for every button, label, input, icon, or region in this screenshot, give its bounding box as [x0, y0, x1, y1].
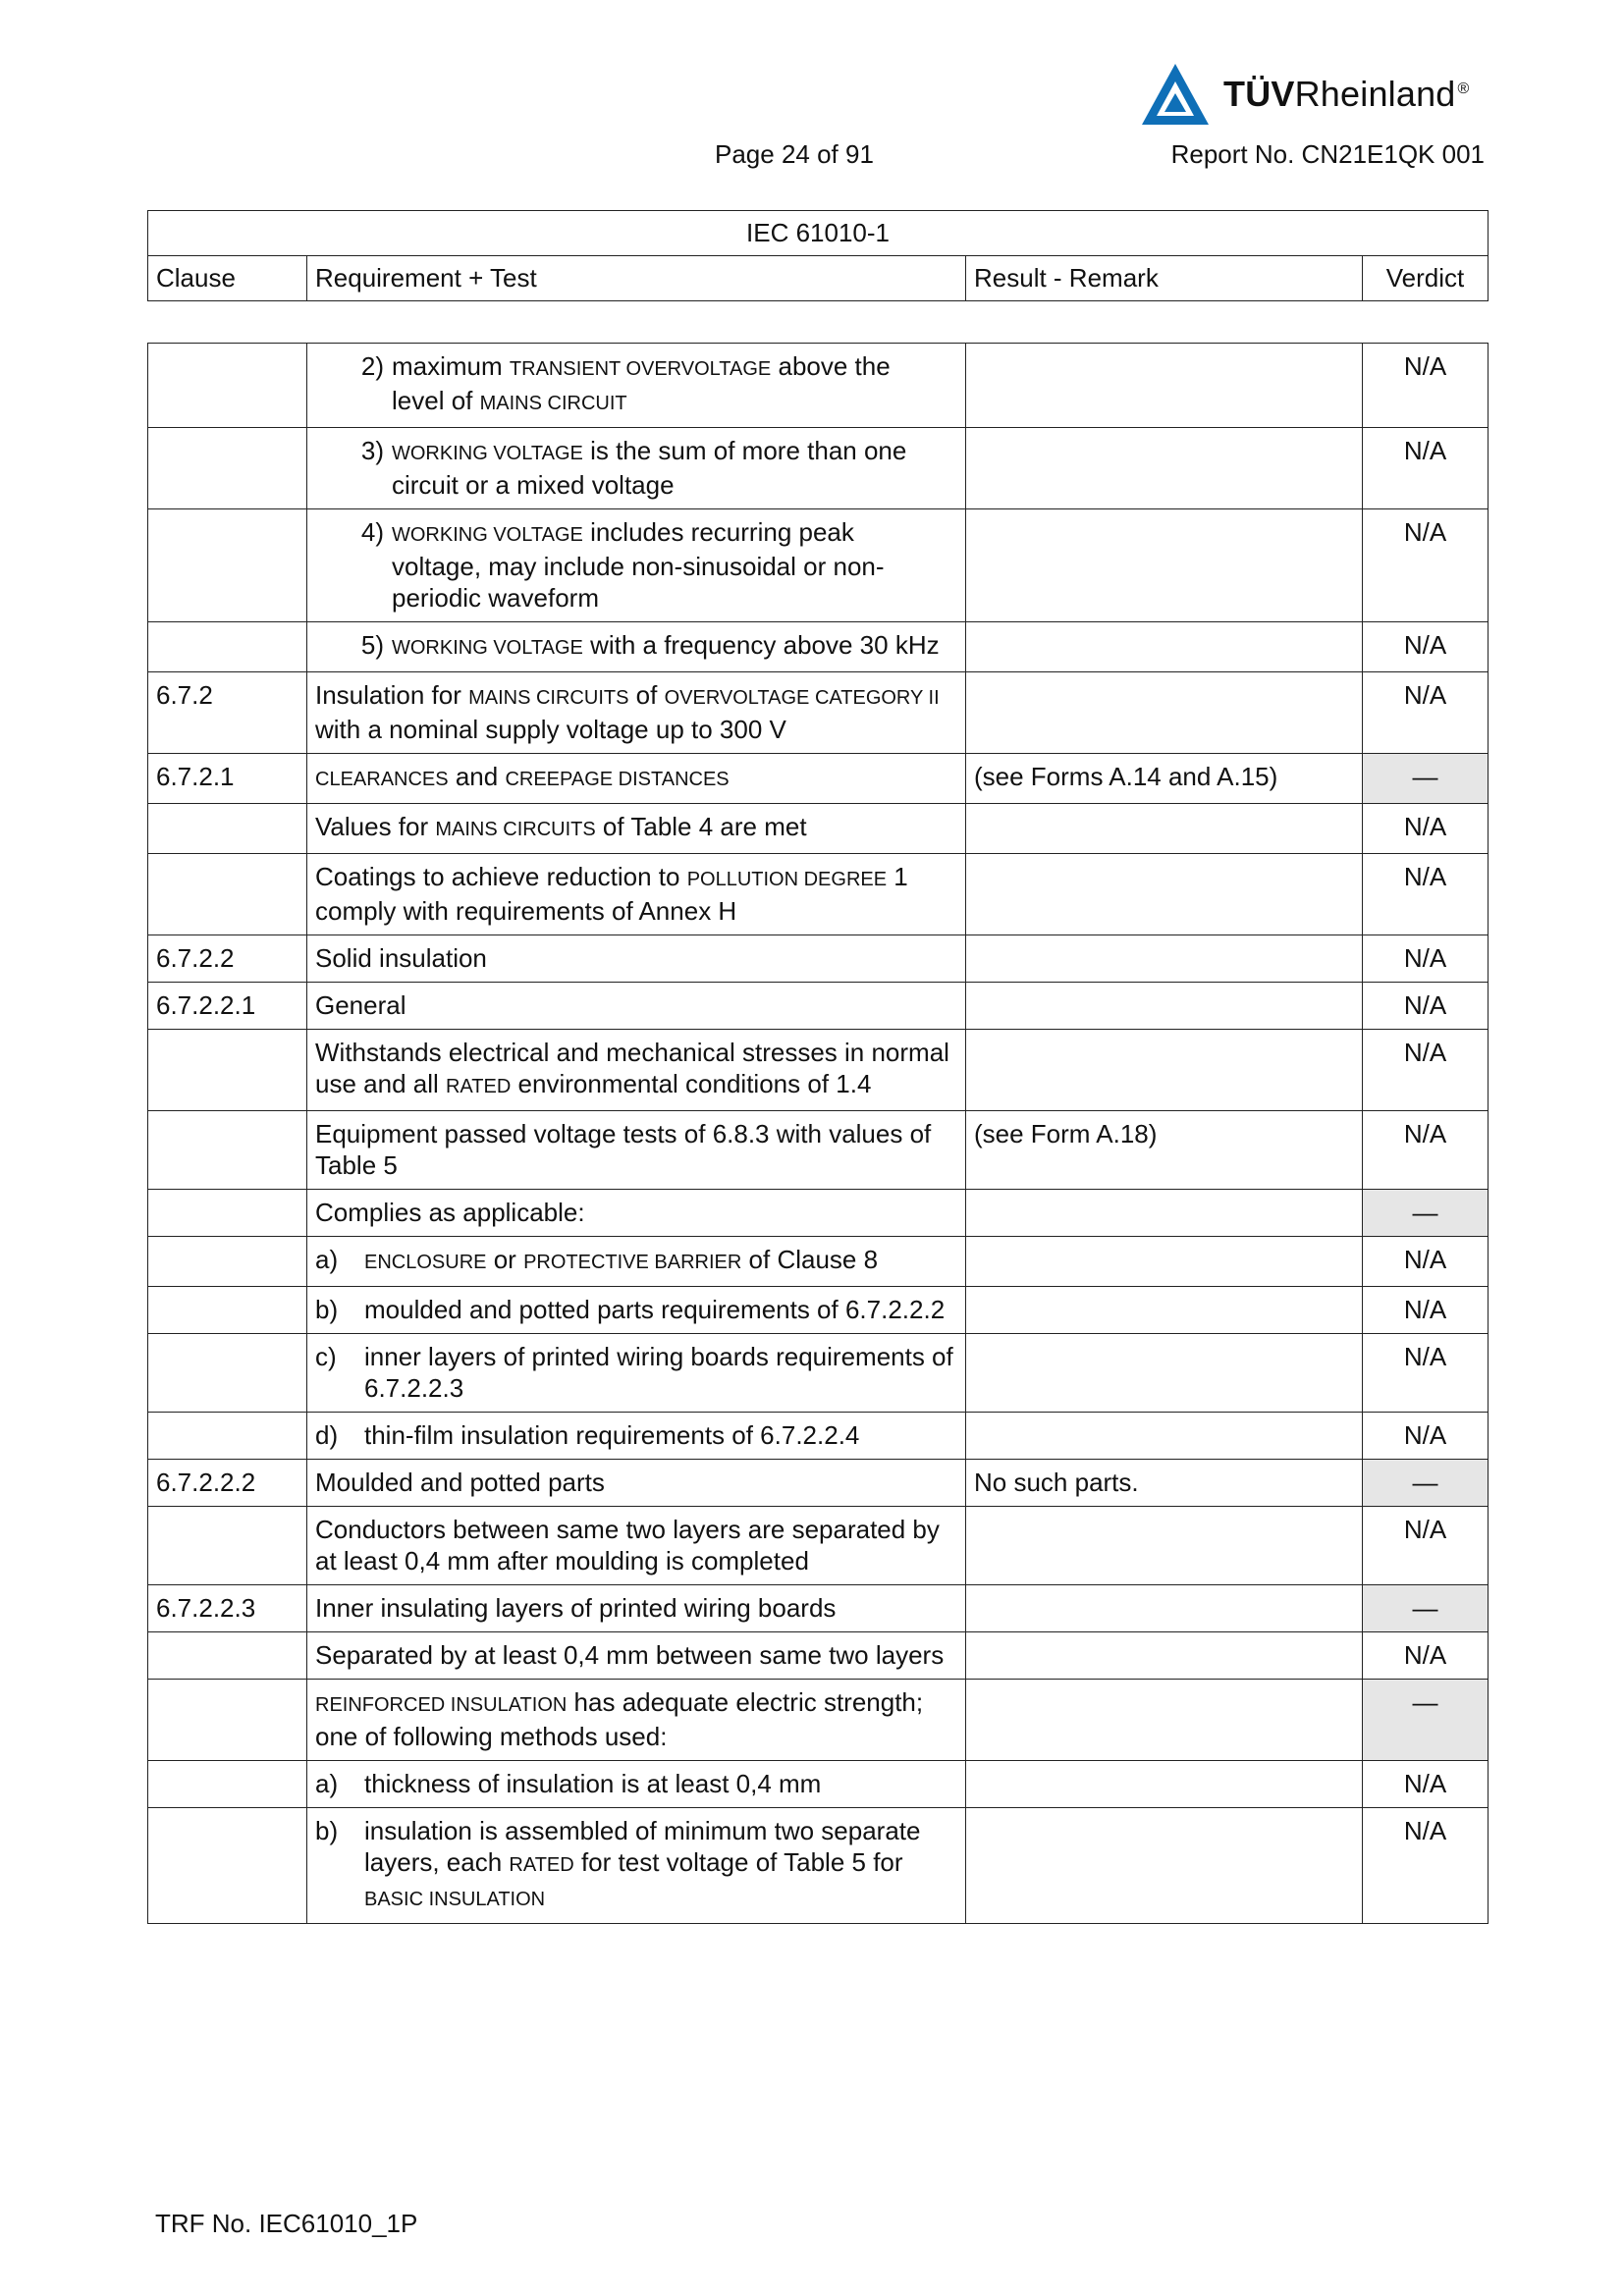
- table-row: [148, 1413, 1489, 1460]
- result-remark-cell: [966, 509, 1363, 622]
- requirement-text: Equipment passed voltage tests of 6.8.3 with values of Table 5: [315, 1119, 932, 1180]
- logo-brand-light: Rheinland: [1294, 74, 1456, 114]
- table-row: [148, 935, 1489, 983]
- item-number: 5): [360, 630, 384, 660]
- requirement-cell: [307, 804, 966, 854]
- requirement-text: Moulded and potted parts: [315, 1468, 605, 1497]
- item-number: 4): [360, 517, 384, 547]
- clause-cell: [148, 509, 307, 622]
- table-row: [148, 1111, 1489, 1190]
- logo-registered-mark: ®: [1457, 80, 1470, 97]
- clause-cell: [148, 1030, 307, 1111]
- verdict-cell: N/A: [1363, 1287, 1489, 1334]
- table-row: [148, 983, 1489, 1030]
- item-letter: a): [315, 1245, 339, 1274]
- table-row: [148, 1190, 1489, 1237]
- verdict-cell: N/A: [1363, 935, 1489, 983]
- result-remark-cell: [966, 854, 1363, 935]
- requirement-text: Solid insulation: [315, 943, 487, 973]
- verdict-cell: N/A: [1363, 1334, 1489, 1413]
- requirement-cell: [307, 1111, 966, 1190]
- verdict-cell: N/A: [1363, 1413, 1489, 1460]
- requirement-cell: [307, 1460, 966, 1507]
- clause-header-table: [147, 210, 1489, 301]
- requirement-cell: [307, 622, 966, 672]
- requirement-text: thickness of insulation is at least 0,4 mm: [364, 1769, 822, 1798]
- verdict-cell: N/A: [1363, 1237, 1489, 1287]
- requirement-cell: [307, 1808, 966, 1924]
- tuv-triangle-icon: [1139, 61, 1212, 128]
- verdict-cell: N/A: [1363, 1632, 1489, 1680]
- requirement-text: Insulation for MAINS CIRCUITS of OVERVOLTAGE CATEGORY II with a nominal supply voltage up to 300 V: [315, 680, 940, 744]
- requirement-cell: [307, 1680, 966, 1761]
- result-remark-cell: [966, 1237, 1363, 1287]
- requirement-cell: [307, 1030, 966, 1111]
- requirement-text: maximum TRANSIENT OVERVOLTAGE above the level of MAINS CIRCUIT: [392, 351, 891, 415]
- result-remark-cell: [966, 1585, 1363, 1632]
- requirement-cell: [307, 1585, 966, 1632]
- column-header-requirement: Requirement + Test: [307, 256, 966, 301]
- report-number: Report No. CN21E1QK 001: [1170, 139, 1485, 169]
- standard-title: IEC 61010-1: [148, 211, 1489, 256]
- verdict-cell: N/A: [1363, 672, 1489, 754]
- result-remark-cell: [966, 1808, 1363, 1924]
- requirement-cell: [307, 1632, 966, 1680]
- item-letter: a): [315, 1769, 339, 1798]
- requirement-cell: [307, 1761, 966, 1808]
- clause-cell: [148, 1808, 307, 1924]
- requirement-text: Separated by at least 0,4 mm between same two layers: [315, 1640, 945, 1670]
- result-remark-cell: [966, 1632, 1363, 1680]
- table-row: [148, 754, 1489, 804]
- table-row: [148, 428, 1489, 509]
- page-number: Page 24 of 91: [715, 139, 874, 169]
- result-remark-cell: [966, 1030, 1363, 1111]
- requirements-table: [147, 343, 1489, 1924]
- requirement-text: General: [315, 990, 406, 1020]
- requirement-text: insulation is assembled of minimum two separate layers, each RATED for test voltage of Table 5 for BASIC INSULATION: [364, 1816, 921, 1910]
- table-row: [148, 1237, 1489, 1287]
- result-remark-cell: [966, 622, 1363, 672]
- requirement-text: ENCLOSURE or PROTECTIVE BARRIER of Clause 8: [364, 1245, 879, 1274]
- item-letter: b): [315, 1295, 339, 1324]
- clause-cell: 6.7.2.1: [148, 754, 307, 804]
- requirement-cell: [307, 1334, 966, 1413]
- requirement-text: Conductors between same two layers are separated by at least 0,4 mm after moulding is completed: [315, 1515, 940, 1575]
- clause-cell: [148, 1632, 307, 1680]
- requirement-text: Values for MAINS CIRCUITS of Table 4 are met: [315, 812, 807, 841]
- clause-cell: [148, 1680, 307, 1761]
- verdict-cell: N/A: [1363, 854, 1489, 935]
- table-row: [148, 622, 1489, 672]
- requirement-text: Inner insulating layers of printed wiring boards: [315, 1593, 837, 1623]
- requirement-cell: [307, 672, 966, 754]
- requirement-cell: [307, 428, 966, 509]
- verdict-cell: N/A: [1363, 804, 1489, 854]
- item-letter: c): [315, 1342, 337, 1371]
- result-remark-cell: [966, 1287, 1363, 1334]
- requirement-cell: [307, 344, 966, 428]
- requirement-cell: [307, 854, 966, 935]
- table-row: [148, 1287, 1489, 1334]
- table-row: [148, 854, 1489, 935]
- verdict-cell: N/A: [1363, 509, 1489, 622]
- requirement-cell: [307, 1413, 966, 1460]
- table-row: [148, 1680, 1489, 1761]
- result-remark-cell: [966, 804, 1363, 854]
- clause-cell: [148, 1761, 307, 1808]
- requirement-text: Withstands electrical and mechanical stresses in normal use and all RATED environmental conditions of 1.4: [315, 1038, 949, 1098]
- result-remark-cell: [966, 983, 1363, 1030]
- logo-brand-bold: TÜV: [1223, 74, 1295, 114]
- verdict-cell: —: [1363, 1460, 1489, 1507]
- result-remark-cell: [966, 344, 1363, 428]
- table-row: [148, 1632, 1489, 1680]
- result-remark-cell: (see Form A.18): [966, 1111, 1363, 1190]
- requirements-table-body: [148, 344, 1489, 1924]
- table-row: [148, 1761, 1489, 1808]
- logo-wordmark: [1223, 74, 1470, 115]
- clause-cell: [148, 1334, 307, 1413]
- verdict-cell: N/A: [1363, 1761, 1489, 1808]
- table-row: [148, 509, 1489, 622]
- clause-cell: [148, 344, 307, 428]
- verdict-cell: N/A: [1363, 1111, 1489, 1190]
- item-letter: b): [315, 1816, 339, 1845]
- table-row: [148, 1460, 1489, 1507]
- verdict-cell: N/A: [1363, 622, 1489, 672]
- result-remark-cell: (see Forms A.14 and A.15): [966, 754, 1363, 804]
- clause-cell: [148, 854, 307, 935]
- requirement-text: inner layers of printed wiring boards requirements of 6.7.2.2.3: [364, 1342, 953, 1403]
- requirement-text: Coatings to achieve reduction to POLLUTION DEGREE 1 comply with requirements of Annex H: [315, 862, 908, 926]
- clause-cell: 6.7.2.2.2: [148, 1460, 307, 1507]
- requirement-text: WORKING VOLTAGE with a frequency above 30 kHz: [392, 630, 940, 660]
- result-remark-cell: [966, 428, 1363, 509]
- clause-cell: 6.7.2: [148, 672, 307, 754]
- result-remark-cell: [966, 1190, 1363, 1237]
- requirement-cell: [307, 754, 966, 804]
- requirement-text: Complies as applicable:: [315, 1198, 585, 1227]
- verdict-cell: N/A: [1363, 428, 1489, 509]
- result-remark-cell: [966, 1680, 1363, 1761]
- requirement-cell: [307, 983, 966, 1030]
- verdict-cell: —: [1363, 1680, 1489, 1761]
- column-header-verdict: Verdict: [1363, 256, 1489, 301]
- result-remark-cell: [966, 1507, 1363, 1585]
- verdict-cell: —: [1363, 1585, 1489, 1632]
- tuv-rheinland-logo: [1139, 61, 1470, 128]
- column-header-result: Result - Remark: [966, 256, 1363, 301]
- clause-cell: 6.7.2.2.1: [148, 983, 307, 1030]
- table-row: [148, 1808, 1489, 1924]
- result-remark-cell: [966, 672, 1363, 754]
- clause-cell: 6.7.2.2.3: [148, 1585, 307, 1632]
- trf-number: TRF No. IEC61010_1P: [155, 2209, 418, 2238]
- requirement-text: WORKING VOLTAGE is the sum of more than one circuit or a mixed voltage: [392, 436, 907, 500]
- verdict-cell: N/A: [1363, 1507, 1489, 1585]
- verdict-cell: N/A: [1363, 983, 1489, 1030]
- result-remark-cell: [966, 1413, 1363, 1460]
- requirement-cell: [307, 1507, 966, 1585]
- item-number: 2): [360, 351, 384, 381]
- clause-cell: [148, 804, 307, 854]
- requirement-cell: [307, 1287, 966, 1334]
- result-remark-cell: [966, 935, 1363, 983]
- requirement-text: WORKING VOLTAGE includes recurring peak voltage, may include non-sinusoidal or non-periodic waveform: [392, 517, 885, 613]
- verdict-cell: N/A: [1363, 1030, 1489, 1111]
- item-number: 3): [360, 436, 384, 465]
- requirement-cell: [307, 1190, 966, 1237]
- requirement-text: thin-film insulation requirements of 6.7.2.2.4: [364, 1420, 860, 1450]
- clause-cell: [148, 1237, 307, 1287]
- table-row: [148, 804, 1489, 854]
- clause-cell: [148, 622, 307, 672]
- item-letter: d): [315, 1420, 339, 1450]
- table-row: [148, 1030, 1489, 1111]
- clause-cell: [148, 1111, 307, 1190]
- requirement-cell: [307, 935, 966, 983]
- column-header-clause: Clause: [148, 256, 307, 301]
- table-row: [148, 1585, 1489, 1632]
- table-row: [148, 1334, 1489, 1413]
- clause-cell: [148, 1413, 307, 1460]
- verdict-cell: N/A: [1363, 1808, 1489, 1924]
- table-row: [148, 344, 1489, 428]
- verdict-cell: N/A: [1363, 344, 1489, 428]
- verdict-cell: —: [1363, 754, 1489, 804]
- requirement-cell: [307, 509, 966, 622]
- table-row: [148, 672, 1489, 754]
- requirement-text: REINFORCED INSULATION has adequate electric strength; one of following methods used:: [315, 1687, 924, 1751]
- clause-cell: [148, 1507, 307, 1585]
- clause-cell: [148, 428, 307, 509]
- requirement-cell: [307, 1237, 966, 1287]
- verdict-cell: —: [1363, 1190, 1489, 1237]
- clause-cell: [148, 1287, 307, 1334]
- result-remark-cell: [966, 1761, 1363, 1808]
- result-remark-cell: No such parts.: [966, 1460, 1363, 1507]
- requirement-text: moulded and potted parts requirements of 6.7.2.2.2: [364, 1295, 946, 1324]
- clause-cell: 6.7.2.2: [148, 935, 307, 983]
- table-row: [148, 1507, 1489, 1585]
- result-remark-cell: [966, 1334, 1363, 1413]
- clause-cell: [148, 1190, 307, 1237]
- requirement-text: CLEARANCES and CREEPAGE DISTANCES: [315, 762, 730, 791]
